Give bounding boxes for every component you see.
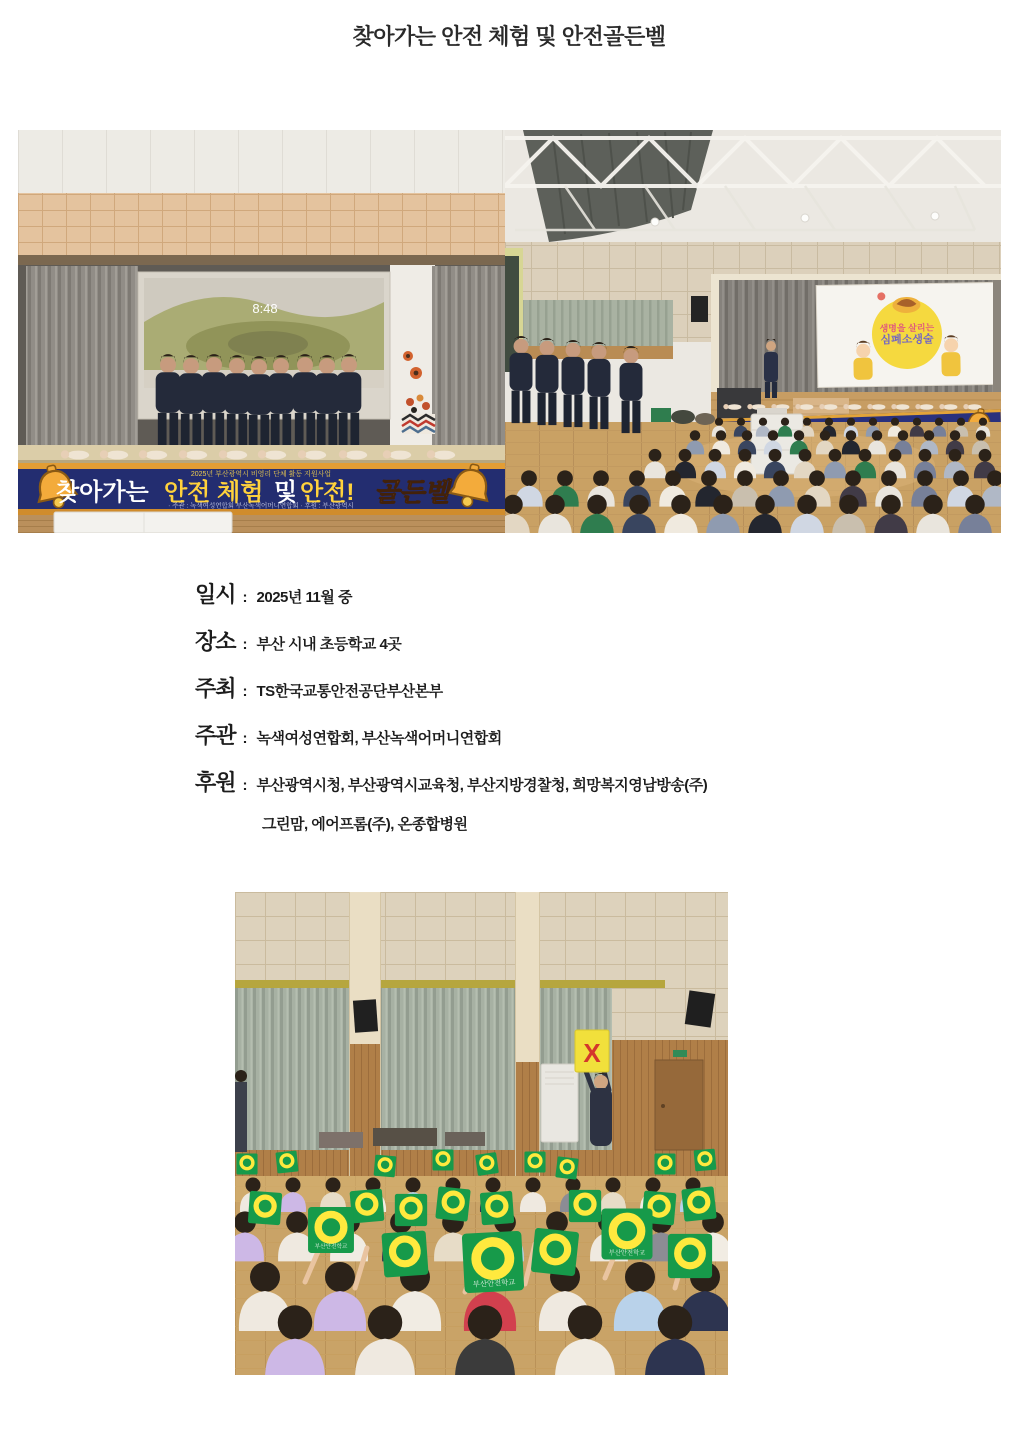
info-label: 일시 (195, 582, 236, 607)
stage-photo-graphic (18, 130, 505, 533)
x-card-symbol: X (583, 1038, 601, 1068)
stage-screen (816, 282, 996, 387)
audience-photo-graphic (505, 130, 1001, 533)
gym-tile-band (18, 193, 505, 257)
o-card-label: 부산안전학교 (314, 1244, 348, 1251)
x-card (575, 1030, 609, 1072)
info-row-organizer (195, 719, 845, 747)
info-value: 2025년 11월 중 (256, 589, 353, 606)
ceiling-light-icon (931, 212, 939, 220)
o-card (462, 1231, 525, 1294)
green-box (651, 408, 671, 422)
slide-line2: 심폐소생술 (880, 333, 934, 347)
info-colon: : (242, 683, 248, 700)
info-value: 녹색여성연합회, 부산녹색어머니연합회 (256, 730, 502, 747)
event-banner (18, 461, 505, 515)
banner-word-1: 찾아가는 (56, 479, 149, 506)
banner-word-5: 골든벨 (374, 477, 450, 507)
o-card-label: 부산안전학교 (472, 1277, 516, 1289)
photo-audience-hall (505, 130, 1001, 533)
banner-org-line: · 주관 : 녹색여성연합회 부산녹색어머니연합회 · 후원 : 부산광역시 (168, 502, 354, 510)
info-colon: : (242, 777, 248, 794)
info-label: 장소 (195, 629, 236, 654)
speaker-icon (691, 296, 708, 322)
slide-line1: 생명을 살리는 (879, 322, 935, 334)
info-label: 주최 (195, 676, 236, 701)
gym-upper-wall (18, 130, 505, 193)
photo-ox-quiz (235, 892, 728, 1375)
banner-word-4: 안전! (300, 479, 355, 506)
table (373, 1128, 437, 1146)
info-value: 부산 시내 초등학교 4곳 (256, 636, 402, 653)
exit-sign-icon (673, 1050, 687, 1057)
ceiling-light-icon (801, 214, 809, 222)
quiz-photo-graphic (235, 892, 728, 1375)
speaker-icon (685, 990, 715, 1027)
stage-curtain (381, 988, 515, 1150)
info-colon: : (242, 589, 248, 606)
banner-word-3: 및 (274, 479, 298, 506)
o-card (308, 1207, 354, 1253)
speaker-icon (353, 999, 378, 1033)
stage-curtain (235, 988, 349, 1150)
info-row-host (195, 672, 845, 700)
banner-word-2: 안전 체험 (164, 479, 264, 506)
banner-program-line: 2025년 부산광역시 비영리 단체 활동 지원사업 (190, 471, 332, 478)
ceiling-light-icon (651, 218, 659, 226)
info-value: TS한국교통안전공단부산본부 (256, 683, 443, 700)
staff-figure (235, 1082, 247, 1152)
info-label: 후원 (195, 770, 236, 795)
info-sponsor-extra: 그린맘, 에어프롬(주), 온종합병원 (262, 816, 468, 833)
info-colon: : (242, 730, 248, 747)
info-value: 부산광역시청, 부산광역시교육청, 부산지방경찰청, 희망복지영남방송(주) (256, 777, 708, 794)
stage-curtain-right (432, 266, 505, 447)
screen-clock-text: 8:48 (252, 301, 278, 316)
info-colon: : (242, 636, 248, 653)
info-row-date (195, 578, 845, 606)
white-equipment-box (54, 512, 232, 533)
o-card (602, 1209, 653, 1260)
info-label: 주관 (195, 723, 236, 748)
page-title: 찾아가는 안전 체험 및 안전골든벨 (352, 24, 666, 49)
o-card-label: 부산안전학교 (608, 1249, 646, 1257)
event-info (195, 578, 845, 834)
photo-stage-group (18, 130, 505, 533)
stage-curtain-left (26, 266, 138, 447)
info-row-sponsor (195, 766, 845, 794)
table (445, 1132, 485, 1146)
photo-row (18, 130, 1001, 533)
air-conditioner (541, 1064, 578, 1142)
info-row-place (195, 625, 845, 653)
